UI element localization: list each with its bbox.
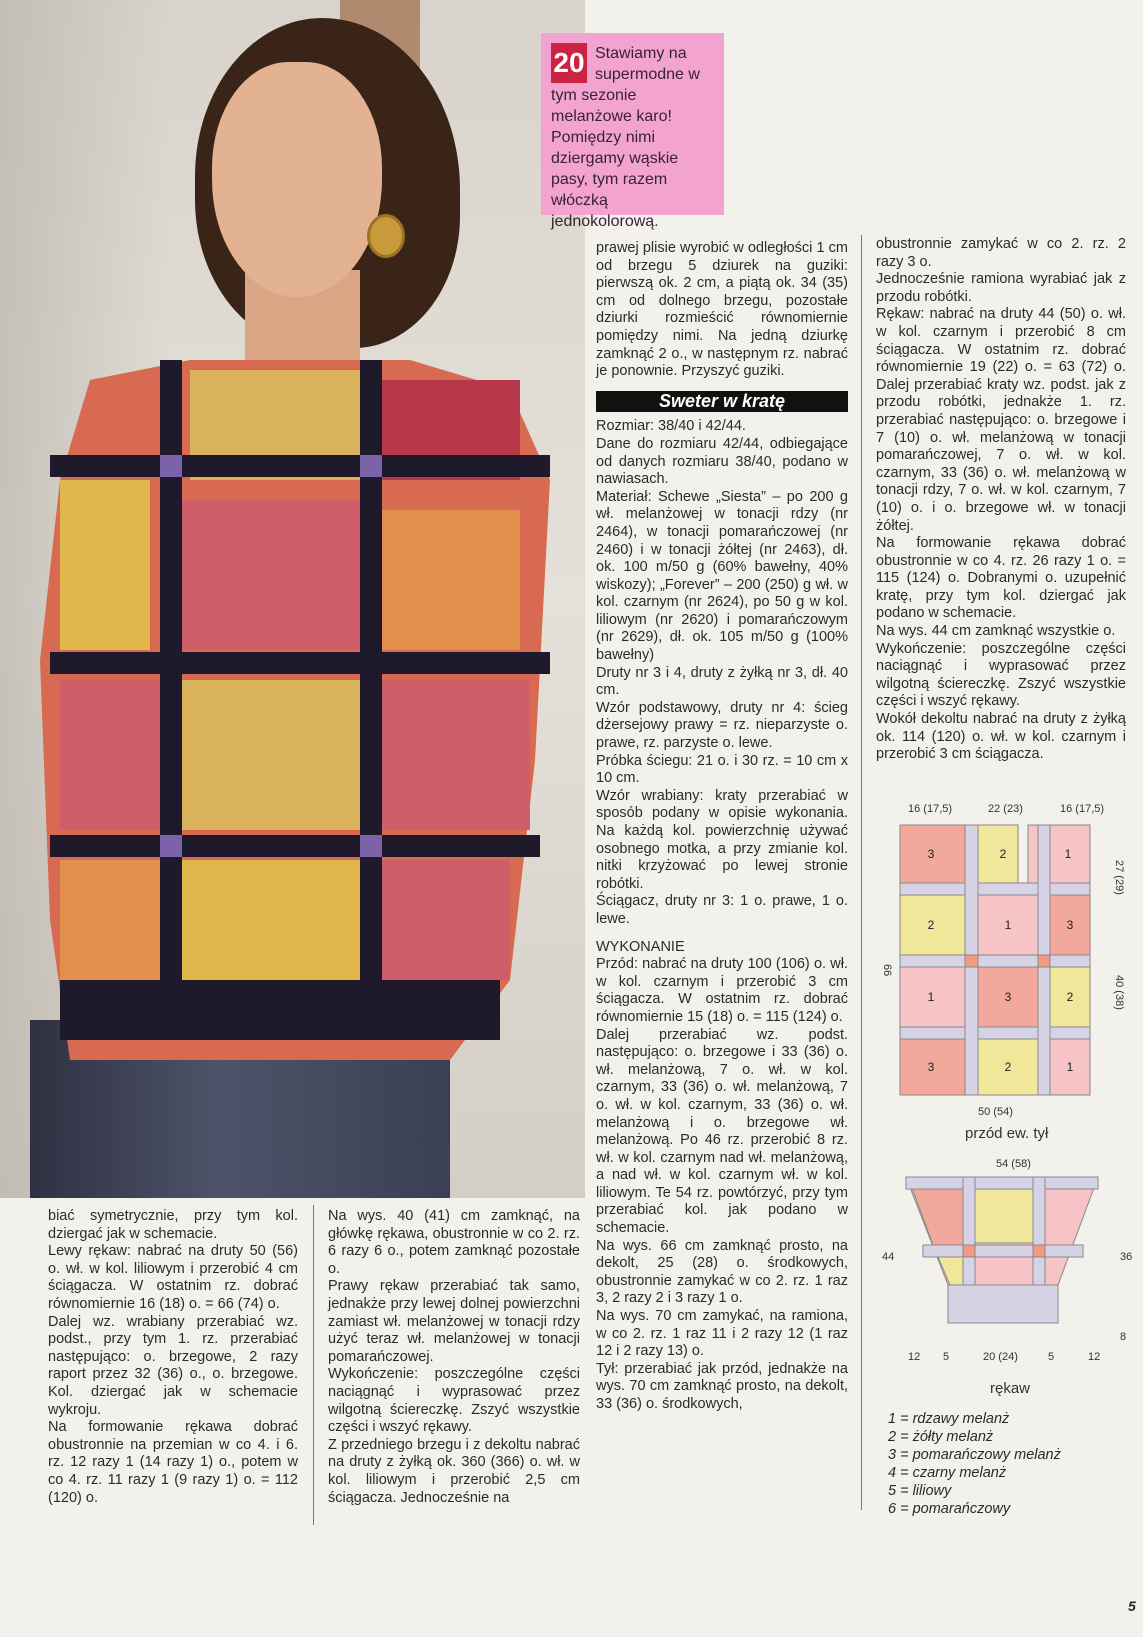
paragraph-buttonholes: prawej plisie wyrobić w odległości 1 cm od brzegu 5 dziurek na guziki: pierwszą ok. 2 cm, a piątą ok. 34 (35) cm od dolnego brzegu, pozostałe dziurki rozmieścić równomiernie pomiędzy nimi. Na jedną dziurkę zamknąć 2 o., w następnym rz. nabrać je ponownie. Przyszyć guziki. [596, 240, 848, 380]
paragraph-front: Przód: nabrać na druty 100 (106) o. wł. w kol. czarnym i przerobić 3 cm ściągacza. W ostatnim rz. dobrać równomiernie 15 (18) o. = 115 (124) o. [596, 956, 848, 1025]
paragraph-left-2: Dalej wz. wrabiany przerabiać wz. podst., przy tym 1. rz. przerabiać następująco: o. brzegowe, 2 razy raport przez 32 (36) o., o. brzegowe. Kol. dziergać jak w schemacie wykroju. [48, 1313, 298, 1418]
paragraph-mid-band: Z przedniego brzegu i z dekoltu nabrać na druty z żyłką ok. 360 (366) o. wł. w kol. liliowym i przerobić 2,5 cm ściągacza. Jednocześnie na [328, 1436, 580, 1506]
paragraph-front-continue: Dalej przerabiać wz. podst. następująco: o. brzegowe i 33 (36) o. wł. melanżową, 7 o. wł. w kol. czarnym, 33 (36) o. wł. melanżową, 7 o. wł. w kol. czarnym, 33 (36) o. wł. melanżową i o. brzegowe wł. melanżową. Po 46 rz. przerobić 8 rz. wł. w kol. czarnym nad wł. melanżową, a nad wł. w kol. czarnym wł. w kol. liliowym. Te 54 rz. powtórzyć, przy tym przerabiać kol. jak podano w schemacie. [596, 1026, 848, 1237]
page-number: 5 [1128, 1598, 1136, 1614]
dim-bottom: 50 (54) [978, 1106, 1013, 1118]
paragraph-back: Tył: przerabiać jak przód, jednakże na wys. 70 cm zamknąć prosto, na dekolt, 33 (36) o. środkowych, [596, 1360, 848, 1412]
sleeve-dim-b3: 20 (24) [983, 1351, 1018, 1363]
dim-top-right: 16 (17,5) [1060, 803, 1105, 815]
cell-r3c3: 2 [1066, 990, 1074, 1004]
sleeve-dim-b4: 5 [1048, 1351, 1055, 1363]
legend-item-5: 5 = liliowy [888, 1483, 952, 1499]
paragraph-neckline: Na wys. 66 cm zamknąć prosto, na dekolt, 25 (28) o. środkowych, obustronnie zamykać w co 2. rz. 1 raz 3, 2 razy 2 i 3 razy 1 o. [596, 1237, 848, 1307]
callout-text: Stawiamy na supermodne w tym sezonie melanżowe karo! Pomiędzy nimi dziergamy wąskie pasy, tym razem włóczką jednokolorową. [551, 45, 700, 230]
earring [367, 214, 405, 258]
legend-item-4: 4 = czarny melanż [888, 1465, 1007, 1481]
paragraph-size-note: Dane do rozmiaru 42/44, odbiegające od danych rozmiaru 38/40, podano w nawiasach. [596, 435, 848, 488]
paragraph-shoulders: Na wys. 70 cm zamykać, na ramiona, w co 2. rz. 1 raz 11 i 2 razy 12 (1 raz 12 i 2 razy 13) o. [596, 1308, 848, 1360]
paragraph-needles: Druty nr 3 i 4, druty z żyłką nr 3, dł. 40 cm. [596, 664, 848, 699]
dim-top-mid: 22 (23) [988, 803, 1023, 815]
pattern-number-badge: 20 [551, 43, 587, 83]
sleeve-dim-b2: 5 [943, 1351, 950, 1363]
legend-item-6: 6 = pomarańczowy [888, 1501, 1011, 1517]
cell-r2c1: 2 [927, 918, 935, 932]
cell-r4c3: 1 [1066, 1060, 1074, 1074]
legend-item-2: 2 = żółty melanż [888, 1429, 994, 1445]
paragraph-shoulders-back: Jednocześnie ramiona wyrabiać jak z przodu robótki. [876, 271, 1126, 305]
heading-execution: WYKONANIE [596, 938, 685, 955]
diagram-sleeve [878, 1155, 1133, 1370]
column-bottom-left [48, 1208, 298, 1507]
paragraph-collar: Wokół dekoltu nabrać na druty z żyłką ok. 114 (120) o. wł. w kol. czarnym i przerobić 3 cm ściągacza. [876, 711, 1126, 763]
paragraph-sleeve-shaping: Na formowanie rękawa dobrać obustronnie w co 4. rz. 26 razy 1 o. = 115 (124) o. Dobranymi o. uzupełnić kratę, przy tym kol. dziergać jak podano w schemacie. [876, 535, 1126, 622]
legend-item-1: 1 = rdzawy melanż [888, 1411, 1010, 1427]
sleeve-dim-right: 36 [1120, 1251, 1133, 1263]
cell-r1c1: 3 [927, 847, 935, 861]
caption-front: przód ew. tył [965, 1125, 1049, 1142]
dim-top-left: 16 (17,5) [908, 803, 953, 815]
paragraph-ribbing: Ściągacz, druty nr 3: 1 o. prawe, 1 o. lewe. [596, 893, 848, 927]
dim-left: 66 [881, 964, 893, 977]
cell-r4c2: 2 [1004, 1060, 1012, 1074]
paragraph-material: Materiał: Schewe „Siesta” – po 200 g wł. melanżowej w tonacji rdzy (nr 2464), w tonacji pomarańczowej (nr 2460) i w tonacji żółtej (nr 2463), dł. ok. 100 m/50 g (60% bawełny, 40% wiskozy); „Forever” – 200 (250) g wł. w kol. czarnym (nr 2624), po 50 g w kol. liliowym (nr 2620) i pomarańczowym (nr 2629), dł. ok. 105 m/50 g (100% bawełny) [596, 488, 848, 664]
sleeve-dim-b5: 12 [1088, 1351, 1101, 1363]
color-legend [888, 1410, 1061, 1518]
paragraph-finishing: Wykończenie: poszczególne części naciągnąć i wyprasować przez wilgotną ściereczkę. Zszyć wszystkie części i wszyć rękawy. [876, 640, 1126, 710]
sleeve-dim-top: 54 (58) [996, 1158, 1031, 1170]
paragraph-mid-1: Na wys. 40 (41) cm zamknąć, na główkę rękawa, obustronnie w co 2. rz. 6 razy 6 o., potem zamknąć pozostałe o. [328, 1208, 580, 1277]
paragraph-basic-pattern: Wzór podstawowy, druty nr 4: ścieg dżersejowy prawy = rz. nieparzyste o. prawe, rz. parzyste o. lewe. [596, 699, 848, 752]
cell-r1c2: 2 [999, 847, 1007, 861]
cell-r2c3: 3 [1066, 918, 1074, 932]
paragraph-size: Rozmiar: 38/40 i 42/44. [596, 418, 746, 435]
paragraph-sleeve: Rękaw: nabrać na druty 44 (50) o. wł. w kol. czarnym i przerobić 8 cm ściągacza. W ostatnim rz. dobrać równomiernie 19 (22) o. = 63 (72) o. Dalej przerabiać kraty wz. podst. jak z przodu robótki, jednakże 1. rz. przerabiać następująco: o. brzegowe i 7 (10) o. wł. melanżową w tonacji pomarańczowej, 7 o. wł. w kol. czarnym, 33 (36) o. wł. melanżową w tonacji rdzy, 7 o. wł. w kol. czarnym, 7 (10) o. i o. brzegowe wł. w tonacji żółtej. [876, 306, 1126, 534]
sweater-illustration [30, 360, 560, 1060]
cell-r3c2: 3 [1004, 990, 1012, 1004]
face [212, 62, 382, 297]
paragraph-left-3: Na formowanie rękawa dobrać obustronnie na przemian w co 4. i 6. rz. 12 razy 1 (14 razy 1) o., potem w co 4. rz. 11 razy 1 (9 razy 1) o. = 112 (120) o. [48, 1419, 298, 1506]
paragraph-back-continue: obustronnie zamykać w co 2. rz. 2 razy 3 o. [876, 236, 1126, 270]
column-divider [861, 235, 862, 1510]
legend-item-3: 3 = pomarańczowy melanż [888, 1447, 1061, 1463]
section-title: Sweter w kratę [596, 391, 848, 413]
intro-callout [541, 33, 724, 230]
paragraph-gauge: Próbka ściegu: 21 o. i 30 rz. = 10 cm x 10 cm. [596, 752, 848, 787]
diagram-front [878, 800, 1133, 1145]
paragraph-mid-right-sleeve: Prawy rękaw przerabiać tak samo, jednakże przy lewej dolnej powierzchni zamiast wł. melanżowej w tonacji rdzy użyć teraz wł. melanżowej w tonacji pomarańczowej. [328, 1278, 580, 1365]
paragraph-sleeve-bindoff: Na wys. 44 cm zamknąć wszystkie o. [876, 623, 1116, 640]
caption-sleeve: rękaw [990, 1380, 1031, 1397]
dim-right-bottom: 40 (38) [1113, 975, 1125, 1010]
cell-r1c3: 1 [1064, 847, 1072, 861]
paragraph-left-sleeve: Lewy rękaw: nabrać na druty 50 (56) o. wł. w kol. liliowym i przerobić 4 cm ściągacza. W ostatnim rz. dobrać równomiernie 16 (18) o. = 66 (74) o. [48, 1243, 298, 1312]
column-divider-bottom [313, 1205, 314, 1525]
sleeve-dim-left: 44 [882, 1251, 895, 1263]
dim-right-top: 27 (29) [1113, 860, 1125, 895]
cell-r3c1: 1 [927, 990, 935, 1004]
column-bottom-mid [328, 1208, 580, 1507]
cell-r2c2: 1 [1004, 918, 1012, 932]
paragraph-mid-finishing: Wykończenie: poszczególne części naciągnąć i wyprasować przez wilgotną ściereczkę. Zszyć wszystkie części i wszyć rękawy. [328, 1366, 580, 1436]
model-photo [0, 0, 585, 1198]
sleeve-dim-right-bottom: 8 [1120, 1331, 1127, 1343]
sleeve-dim-b1: 12 [908, 1351, 921, 1363]
column-middle [596, 240, 848, 1414]
paragraph-intarsia: Wzór wrabiany: kraty przerabiać w sposób podany w opisie wykonania. Na każdą kol. powierzchnię używać osobnego motka, a przy zmianie kol. nitki krzyżować po lewej stronie robótki. [596, 787, 848, 892]
column-right [876, 236, 1126, 764]
cell-r4c1: 3 [927, 1060, 935, 1074]
paragraph-left-1: biać symetrycznie, przy tym kol. dziergać jak w schemacie. [48, 1208, 298, 1242]
